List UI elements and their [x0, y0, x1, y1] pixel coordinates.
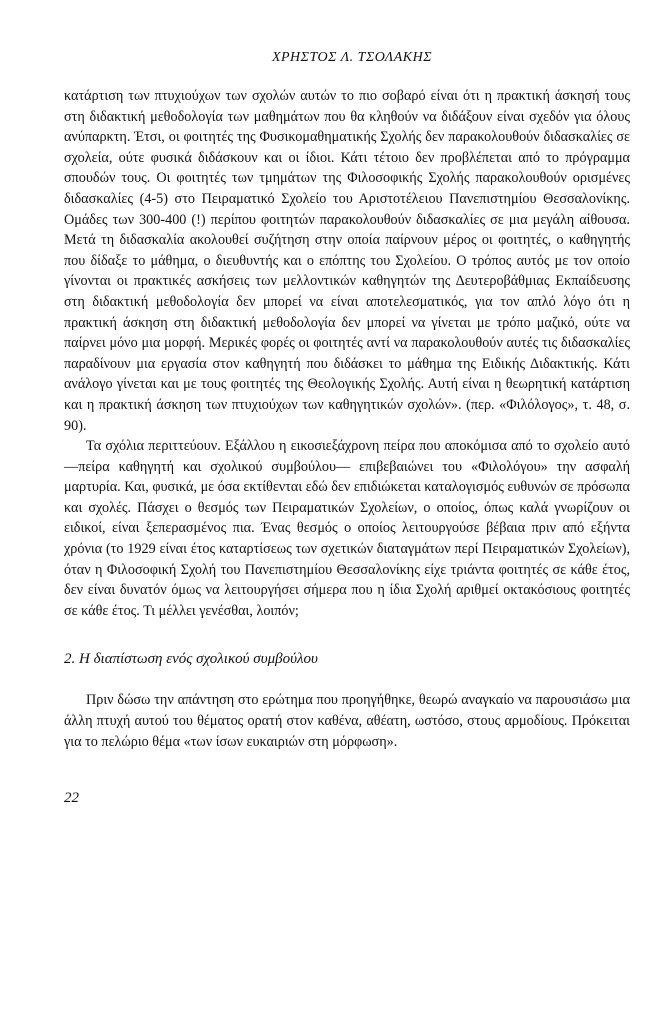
- paragraph-continued: κατάρτιση των πτυχιούχων των σχολών αυτών το πιο σοβαρό είναι ότι η πρακτική άσκησή τους στη διδακτική μεθοδολογία των μαθημάτων που θα κληθούν να διδάξουν είναι σχεδόν για όλους ανύπαρκτη. Έτσι, οι φοιτητές της Φυσικομαθηματικής Σχολής δεν παρακολουθούν διδασκαλίες σε σχολεία, ούτε φυσικά διδάσκουν και οι ίδιοι. Κάτι τέτοιο δεν προβλέπεται από το πρόγραμμα σπουδών τους. Οι φοιτητές των τμημάτων της Φιλοσοφικής Σχολής παρακολουθούν ορισμένες διδασκαλίες (4-5) στο Πειραματικό Σχολείο του Αριστοτέλειου Πανεπιστημίου Θεσσαλονίκης. Ομάδες των 300-400 (!) περίπου φοιτητών παρακολουθούν διδασκαλίες σε μια μεγάλη αίθουσα. Μετά τη διδασκαλία ακολουθεί συζήτηση στην οποία παίρνουν μέρος οι φοιτητές, ο καθηγητής που δίδαξε το μάθημα, ο διευθυντής και ο επόπτης του Σχολείου. Ο τρόπος αυτός με τον οποίο γίνονται οι πρακτικές ασκήσεις των μελλοντικών καθηγητών της Δευτεροβάθμιας Εκπαίδευσης στη διδακτική μεθοδολογία δεν μπορεί να είναι αποτελεσματικός, για τον απλό λόγο ότι η πρακτική άσκηση στη διδακτική μεθοδολογία δεν μπορεί να γίνεται με τρόπο μαζικό, ούτε να παίρνει μόνο μια μορφή. Μερικές φορές οι φοιτητές αντί να παρακολουθούν αυτές τις διδασκαλίες παραδίνουν μια εργασία στον καθηγητή που διδάσκει το μάθημα της Ειδικής Διδακτικής. Κάτι ανάλογο γίνεται και με τους φοιτητές της Θεολογικής Σχολής. Αυτή είναι η θεωρητική κατάρτιση και η πρακτική άσκηση των πτυχιούχων των καθηγητικών σχολών». (περ. «Φιλόλογος», τ. 48, σ. 90).: [64, 88, 630, 434]
- running-title: ΧΡΗΣΤΟΣ Λ. ΤΣΟΛΑΚΗΣ: [271, 50, 433, 65]
- paragraph-commentary: Τα σχόλια περιττεύουν. Εξάλλου η εικοσιεξάχρονη πείρα που αποκόμισα από το σχολείο αυτό —πείρα καθηγητή και σχολικού συμβούλου— επιβεβαιώνει του «Φιλολόγου» την ασφαλή μαρτυρία. Και, φυσικά, με όσα εκτίθενται εδώ δεν επιδιώκεται καταλογισμός ευθυνών σε πρόσωπα και σχολές. Πάσχει ο θεσμός των Πειραματικών Σχολείων, ο οποίος, όπως καλά γνωρίζουν οι ειδικοί, είναι ξεπερασμένος πια. Ένας θεσμός ο οποίος λειτουργούσε βέβαια πριν από εξήντα χρόνια (το 1929 είναι έτος καταρτίσεως των σχετικών διαταγμάτων περί Πειραματικών Σχολείων), όταν η Φιλοσοφική Σχολή του Πανεπιστημίου Θεσσαλονίκης είχε τριάντα φοιτητές σε κάθε έτος, δεν είναι δυνατόν όμως να λειτουργήσει σήμερα που η ίδια Σχολή αριθμεί οκτακόσιους φοιτητές σε κάθε έτος. Τι μέλλει γενέσθαι, λοιπόν;: [64, 438, 630, 619]
- page-number: 22: [64, 790, 79, 807]
- section-heading: 2. Η διαπίστωση ενός σχολικού συμβούλου: [64, 651, 318, 668]
- paragraph-section-intro: Πριν δώσω την απάντηση στο ερώτημα που προηγήθηκε, θεωρώ αναγκαίο να παρουσιάσω μια άλλη πτυχή αυτού του θέματος ορατή στον καθένα, αθέατη, ωστόσο, στους αρμοδίους. Πρόκειται για το πελώριο θέμα «των ίσων ευκαιριών στη μόρφωση».: [64, 692, 630, 750]
